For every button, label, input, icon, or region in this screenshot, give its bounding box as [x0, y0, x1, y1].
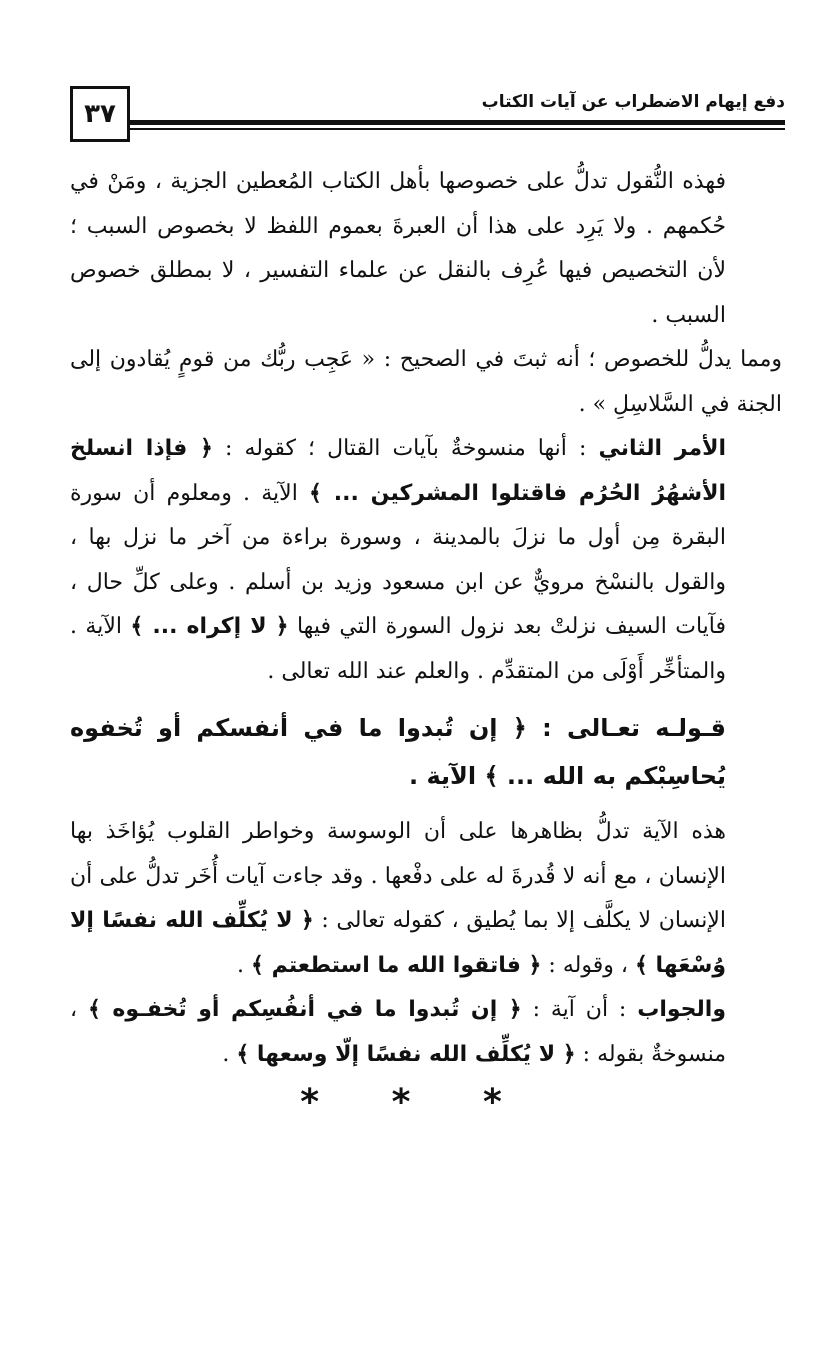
verse-heading-colon: :	[526, 714, 567, 742]
paragraph-5-text-1: : أن آية :	[521, 997, 638, 1022]
verse-quote: ﴿ لا إكراه ... ﴾	[130, 614, 289, 639]
verse-quote: ﴿ لا يُكلِّف الله نفسًا إلا وُسْعَها ﴾	[70, 908, 726, 978]
paragraph-3	[70, 427, 782, 694]
verse-quote: ﴿ لا يُكلِّف الله نفسًا إلّا وسعها ﴾	[236, 1041, 576, 1067]
verse-heading	[70, 704, 782, 800]
paragraph-2: ومما يدلُّ للخصوص ؛ أنه ثبتَ في الصحيح : « عَجِب ربُّك من قومٍ يُقادون إلى الجنة في السَّلاسِلِ » .	[70, 347, 782, 417]
answer-label: والجواب	[637, 997, 727, 1022]
body-text	[70, 160, 782, 1077]
running-title: دفع إيهام الاضطراب عن آيات الكتاب	[481, 92, 785, 112]
page-number: ٣٧	[84, 99, 116, 129]
paragraph-3-text-3: الآية . والمتأخِّر أَوْلَى من المتقدِّم . والعلم عند الله تعالى .	[70, 614, 726, 684]
paragraph-3-text-1: : أنها منسوخةٌ بآيات القتال ؛ كقوله :	[212, 436, 599, 461]
second-matter-label: الأمر الثاني	[598, 436, 727, 461]
verse-quote: ﴿ فإذا انسلخ الأشهُرُ الحُرُم فاقتلوا المشركين ... ﴾	[70, 436, 726, 506]
paragraph-4-text-2: ، وقوله :	[541, 952, 635, 978]
verse-heading-verse: ﴿ إن تُبدوا ما في أنفسكم أو تُخفوه يُحاسِبْكم به الله ... ﴾ الآية .	[70, 714, 726, 790]
section-separator-stars: * * *	[300, 1082, 532, 1123]
verse-quote: ﴿ إن تُبدوا ما في أنفُسِكم أو تُخفـوه ﴾	[87, 997, 522, 1022]
paragraph-5-text-2: ، منسوخةٌ بقوله :	[70, 997, 726, 1067]
page-header	[70, 86, 785, 156]
paragraph-1: فهذه النُّقول تدلُّ على خصوصها بأهل الكتاب المُعطين الجزية ، ومَنْ في حُكمهم . ولا يَرِد على هذا أن العبرةَ بعموم اللفظ لا بخصوص السبب ؛ لأن التخصيص فيها عُرِف بالنقل عن علماء التفسير ، لا بمطلق خصوص السبب .	[70, 169, 726, 328]
paragraph-5	[70, 988, 782, 1077]
header-rule-thin	[130, 128, 785, 130]
paragraph-4-text-1: هذه الآية تدلُّ بظاهرها على أن الوسوسة وخواطر القلوب يُؤاخَذ بها الإنسان ، مع أنه لا قُدرةَ له على دفْعها . وقد جاءت آيات أُخَر تدلُّ على أن الإنسان لا يكلَّف إلا بما يُطيق ، كقوله تعالى :	[70, 819, 726, 933]
header-rule-thick	[130, 120, 785, 125]
paragraph-5-text-3: .	[222, 1041, 237, 1067]
spacer	[70, 800, 782, 810]
verse-quote: ﴿ فاتقوا الله ما استطعتم ﴾	[251, 952, 542, 978]
verse-heading-label: قـولـه تعـالى	[566, 714, 726, 742]
page-number-box	[70, 86, 130, 142]
paragraph-4-text-3: .	[237, 952, 252, 978]
paragraph-3-text-2: الآية . ومعلوم أن سورة البقرة مِن أول ما نزلَ بالمدينة ، وسورة براءة من آخر ما نزل بها ، والقول بالنسْخ مرويٌّ عن ابن مسعود وزيد بن أسلم . وعلى كلِّ حال ، فآيات السيف نزلتْ بعد نزول السورة التي فيها	[70, 480, 727, 639]
paragraph-4	[70, 810, 782, 988]
spacer	[70, 694, 782, 704]
